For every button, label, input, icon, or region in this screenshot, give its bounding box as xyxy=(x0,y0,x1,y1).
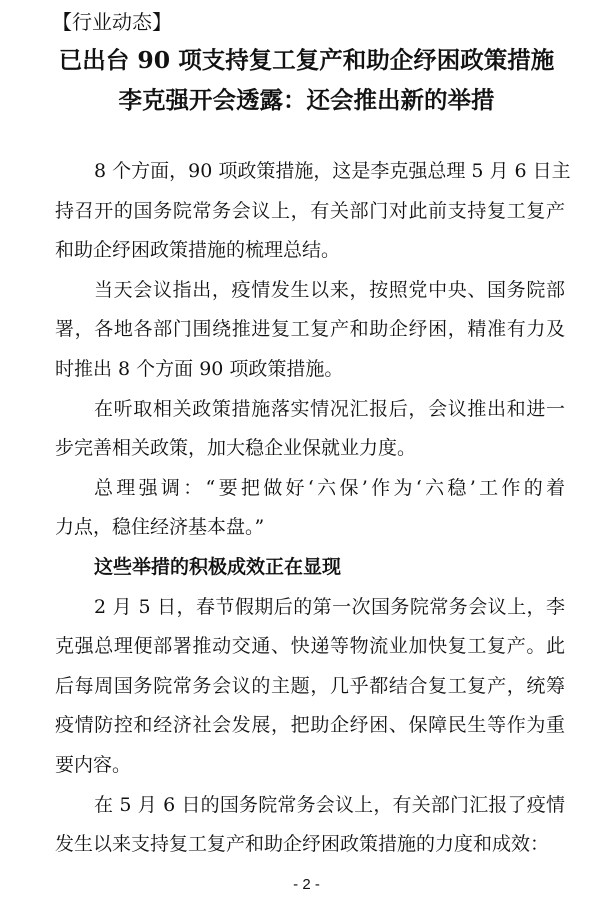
title-line-1: 已出台 90 项支持复工复产和助企纾困政策措施 xyxy=(58,46,555,74)
text-line: 在 5 月 6 日的国务院常务会议上，有关部门汇报了疫情 xyxy=(94,793,565,816)
text-line: 克强总理便部署推动交通、快递等物流业加快复工复产。此 xyxy=(55,635,565,658)
text-line: 后每周国务院常务会议的主题，几乎都结合复工复产，统筹 xyxy=(55,674,565,697)
paragraph xyxy=(55,786,565,865)
text-line: 当天会议指出，疫情发生以来，按照党中央、国务院部 xyxy=(94,278,565,301)
section-heading xyxy=(55,548,565,588)
text-line: 步完善相关政策，加大稳企业保就业力度。 xyxy=(55,437,417,460)
paragraph xyxy=(55,271,565,390)
article-body xyxy=(55,152,571,865)
paragraph xyxy=(55,469,565,548)
text-line: 2 月 5 日，春节假期后的第一次国务院常务会议上，李 xyxy=(94,595,565,618)
text-line: 发生以来支持复工复产和助企纾困政策措施的力度和成效： xyxy=(55,833,550,856)
text-line: 疫情防控和经济社会发展，把助企纾困、保障民生等作为重 xyxy=(55,714,565,737)
paragraph xyxy=(55,588,565,786)
text-line: 时推出 8 个方面 90 项政策措施。 xyxy=(55,357,344,380)
text-line: 和助企纾困政策措施的梳理总结。 xyxy=(55,239,341,262)
page-number: - 2 - xyxy=(293,876,320,893)
title-line-2: 李克强开会透露：还会推出新的举措 xyxy=(118,86,495,114)
text-line: 在听取相关政策措施落实情况汇报后，会议推出和进一 xyxy=(94,397,565,420)
text-line: 持召开的国务院常务会议上，有关部门对此前支持复工复产 xyxy=(55,199,565,222)
text-line: 力点，稳住经济基本盘。” xyxy=(55,516,265,539)
text-line: 总理强调：“要把做好‘六保’作为‘六稳’工作的着 xyxy=(94,476,565,499)
text-line: 署，各地各部门围绕推进复工复产和助企纾困，精准有力及 xyxy=(55,318,565,341)
paragraph xyxy=(55,152,571,271)
section-tag: 【行业动态】 xyxy=(52,10,172,34)
text-line: 要内容。 xyxy=(55,753,132,776)
text-line: 这些举措的积极成效正在显现 xyxy=(94,555,342,578)
text-line: 8 个方面，90 项政策措施，这是李克强总理 5 月 6 日主 xyxy=(94,160,571,182)
paragraph xyxy=(55,390,565,469)
